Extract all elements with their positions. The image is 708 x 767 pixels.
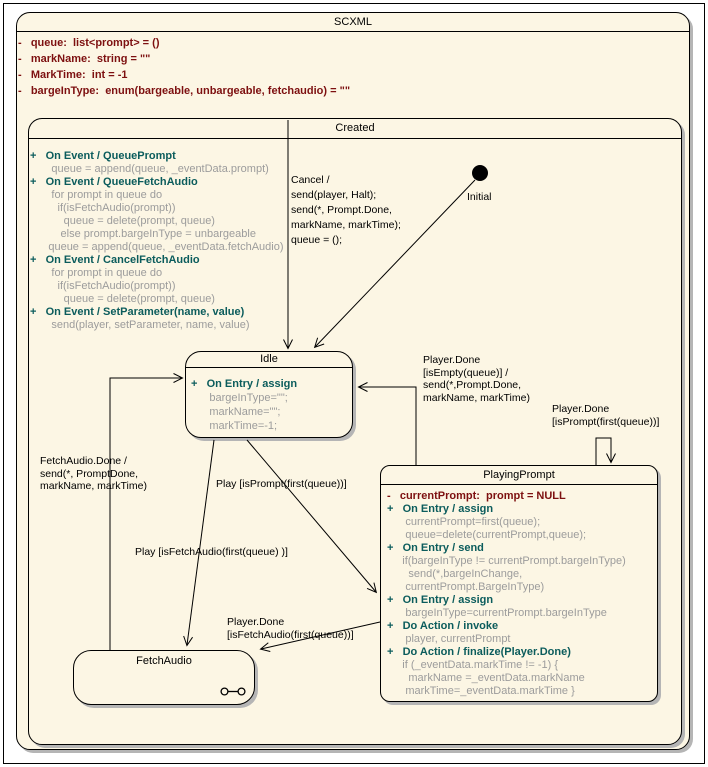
action-line: queue = append(queue, _eventData.fetchAudio) [30,241,284,253]
action-line: send(player, setParameter, name, value) [30,319,250,331]
action-line: + On Event / QueueFetchAudio [30,176,198,188]
label-line: send(player, Halt); [291,189,377,201]
action-line: currentPrompt.BargeInType) [387,581,545,593]
attribute-line: - bargeInType: enum(bargeable, unbargeable, fetchaudio) = "" [18,85,351,97]
label-play-isprompt-transition: Play [isPrompt(first(queue))] [216,478,347,490]
label-line: markName, markTime); [291,219,401,231]
label-line: [isEmpty(queue)] / [423,366,509,379]
label-playerdone-isfetchaudio-transition [227,616,354,642]
idle-actions [191,377,297,433]
composite-state-icon [219,686,247,697]
label-play-isfetchaudio-transition: Play [isFetchAudio(first(queue) )] [135,546,288,558]
action-line: bargeInType=""; [191,392,288,404]
label-line: Player.Done [227,616,285,628]
action-line: if(isFetchAudio(prompt)) [30,280,176,292]
action-line: + On Entry / assign [191,378,298,390]
created-actions [30,150,284,332]
initial-label: Initial [467,191,492,203]
action-line: queue = delete(prompt, queue) [30,293,215,305]
action-line: markTime=_eventData.markTime } [387,685,575,697]
label-line: FetchAudio.Done / [40,455,127,467]
label-line: send(*, PromptDone, [40,467,139,480]
label-line: markName, markTime) [40,480,147,492]
state-fetchaudio-title: FetchAudio [136,655,192,667]
action-line: queue = delete(prompt, queue) [30,215,215,227]
attribute-line: - MarkTime: int = -1 [18,69,128,81]
action-line: + On Entry / send [387,542,484,554]
action-line: + On Entry / assign [387,503,494,515]
action-line: if (_eventData.markTime != -1) { [387,659,559,671]
action-line: for prompt in queue do [30,189,163,201]
action-line: currentPrompt=first(queue); [387,516,541,528]
action-line: for prompt in queue do [30,267,163,279]
playingprompt-actions [387,490,626,698]
label-line: Player.Done [552,403,610,415]
action-line: + On Event / QueuePrompt [30,150,176,162]
label-line: Player.Done [423,354,481,366]
action-line: markName =_eventData.markName [387,672,585,684]
action-line: player, currentPrompt [387,633,511,645]
label-line: [isPrompt(first(queue))] [552,416,660,428]
state-created-title: Created [29,119,681,139]
action-line: + On Entry / assign [387,594,494,606]
initial-pseudostate [472,165,488,181]
action-line: markTime=-1; [191,420,278,432]
action-line: - currentPrompt: prompt = NULL [387,490,566,502]
label-line: send(*, Prompt.Done, [291,204,392,216]
action-line: queue=delete(currentPrompt,queue); [387,529,587,541]
label-line: queue = (); [291,234,343,246]
action-line: + On Event / CancelFetchAudio [30,254,200,266]
label-line: send(*,Prompt.Done, [423,379,522,391]
state-idle-title: Idle [186,352,352,368]
label-fetchaudio-done-transition [40,455,147,493]
label-line: [isFetchAudio(first(queue))] [227,629,354,641]
action-line: + Do Action / finalize(Player.Done) [387,646,571,658]
action-line: queue = append(queue, _eventData.prompt) [30,163,269,175]
label-line: Cancel / [291,174,330,186]
label-line: markName, markTime) [423,391,530,404]
state-scxml-title: SCXML [17,13,689,32]
action-line: if(isFetchAudio(prompt)) [30,202,176,214]
attribute-line: - queue: list<prompt> = () [18,37,160,49]
state-fetchaudio [73,650,255,705]
label-playerdone-isprompt-transition [552,403,659,429]
action-line: send(*,bargeInChange, [387,568,523,580]
state-playingprompt-title: PlayingPrompt [381,466,657,485]
action-line: markName=""; [191,406,281,418]
action-line: if(bargeInType != currentPrompt.bargeInType) [387,555,626,567]
action-line: + On Event / SetParameter(name, value) [30,306,245,318]
action-line: + Do Action / invoke [387,620,499,632]
action-line: else prompt.bargeInType = unbargeable [30,228,256,240]
label-cancel-transition [291,173,401,248]
action-line: bargeInType=currentPrompt.bargeInType [387,607,607,619]
scxml-attributes [18,35,350,99]
attribute-line: - markName: string = "" [18,53,151,65]
label-playerdone-isempty-transition [423,354,530,404]
